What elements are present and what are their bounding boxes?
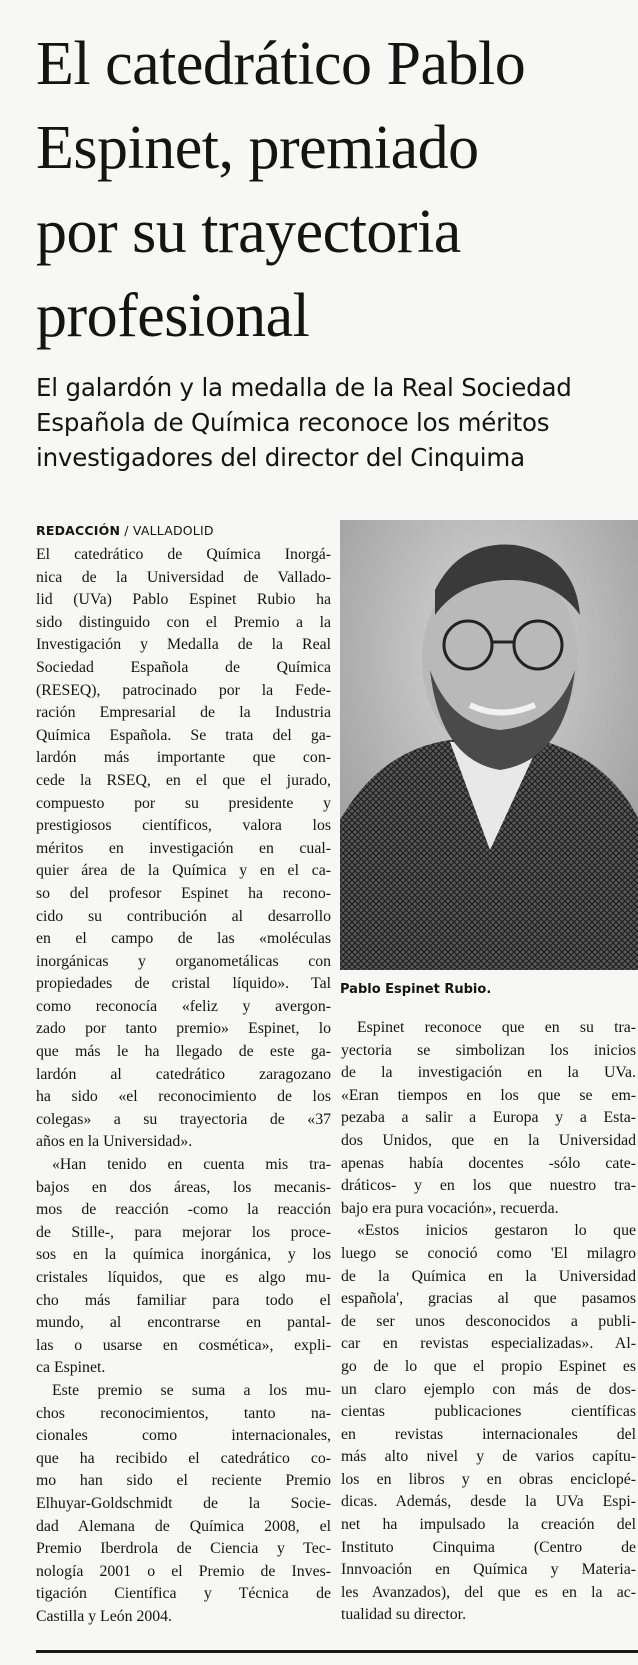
article-line: Espinet reconoce que en su tra- — [357, 1019, 636, 1036]
photo-caption: Pablo Espinet Rubio. — [340, 982, 492, 997]
article-line: mo han sido el reciente Premio — [36, 1472, 331, 1490]
portrait-illustration — [340, 520, 638, 970]
article-line: «Eran tiempos en los que se em- — [341, 1086, 636, 1104]
article-line: mos de reacción -como la reacción — [36, 1201, 331, 1219]
article-line: propiedades de cristal líquido». Tal — [36, 975, 331, 993]
article-line: ha sido «el reconocimiento de los — [36, 1088, 331, 1106]
article-line: cionales como internacionales, — [36, 1427, 331, 1445]
byline-section: REDACCIÓN — [36, 523, 121, 538]
article-line: inorgánicas y organometálicas con — [36, 952, 331, 970]
article-line: sos en la química inorgánica, y los — [36, 1246, 331, 1264]
article-line: dicas. Además, desde la UVa Espi- — [341, 1493, 636, 1511]
portrait-photo — [340, 520, 638, 970]
article-line: «Estos inicios gestaron lo que — [357, 1222, 636, 1240]
article-line: quier área de la Química y en el ca- — [36, 862, 331, 880]
article-line: española', gracias al que pasamos — [341, 1290, 636, 1308]
article-line: un claro ejemplo con más de dos- — [341, 1380, 636, 1398]
headline-line: El catedrático Pablo — [36, 30, 526, 98]
article-line: los en libros y en obras enciclopé- — [341, 1470, 636, 1488]
article-line: como reconocía «feliz y avergon- — [36, 997, 331, 1015]
article-line: cho más familiar para todo el — [36, 1291, 331, 1309]
article-line: cientas publicaciones científicas — [341, 1403, 636, 1421]
article-line: tualidad su director. — [341, 1606, 467, 1624]
article-line: bajos en dos áreas, los mecanis- — [36, 1178, 331, 1196]
article-line: Castilla y León 2004. — [36, 1607, 173, 1625]
article-line: compuesto por su presidente y — [36, 794, 331, 812]
article-line: pezaba a salir a Europa y a Esta- — [341, 1109, 636, 1127]
article-line: Premio Iberdrola de Ciencia y Tec- — [36, 1540, 331, 1558]
article-line: mundo, al encontrarse en pantal- — [36, 1314, 331, 1332]
article-line: so del profesor Espinet ha recono- — [36, 884, 331, 902]
article-line: tigación Científica y Técnica de — [36, 1585, 331, 1603]
byline-location: VALLADOLID — [132, 523, 214, 538]
article-line: cede la RSEQ, en el que el jurado, — [36, 771, 331, 789]
byline-separator: / — [120, 523, 133, 538]
article-line: Sociedad Española de Química — [36, 658, 331, 676]
article-line: car en revistas especializadas». Al- — [341, 1335, 636, 1353]
subheadline-line: El galardón y la medalla de la Real Sociedad — [36, 373, 572, 402]
article-line: lardón al catedrático zaragozano — [36, 1065, 331, 1083]
article-line: méritos en investigación en cual- — [36, 839, 331, 857]
article-line: que ha recibido el catedrático co- — [36, 1449, 331, 1467]
subheadline-line: investigadores del director del Cinquima — [36, 443, 525, 472]
article-line: más alto nivel y de varios capítu- — [341, 1448, 636, 1466]
article-line: cido su contribución al desarrollo — [36, 907, 331, 925]
article-line: Este premio se suma a los mu- — [52, 1381, 331, 1399]
article-line: de la Química en la Universidad — [341, 1267, 636, 1285]
article-line: años en la Universidad». — [36, 1133, 193, 1151]
article-column-2 — [341, 1017, 636, 1627]
byline — [36, 523, 214, 538]
article-line: de la investigación en la UVa. — [341, 1064, 636, 1082]
article-line: cristales líquidos, que es algo mu- — [36, 1269, 331, 1286]
article-line: les Avanzados), del que es en la ac- — [341, 1583, 636, 1601]
article-line: de ser unos desconocidos a publi- — [341, 1312, 636, 1330]
article-line: en el campo de las «moléculas — [36, 930, 331, 948]
article-line: en revistas internacionales del — [341, 1425, 636, 1443]
article-line: lardón más importante que con- — [36, 749, 331, 767]
article-line: colegas» a su trayectoria de «37 — [36, 1110, 331, 1128]
subheadline — [36, 370, 626, 475]
bottom-rule — [36, 1650, 638, 1653]
article-line: sido distinguido con el Premio a la — [36, 613, 331, 631]
article-line: El catedrático de Química Inorgá- — [36, 546, 331, 563]
article-line: net ha impulsado la creación del — [341, 1516, 636, 1534]
article-line: «Han tenido en cuenta mis tra- — [52, 1156, 331, 1174]
article-line: que más le ha llegado de este ga- — [36, 1043, 331, 1061]
article-line: Elhuyar-Goldschmidt de la Socie- — [36, 1494, 331, 1512]
article-line: bajo era pura vocación», recuerda. — [341, 1199, 559, 1217]
article-line: dráticos- y en los que nuestro tra- — [341, 1177, 636, 1195]
article-line: Investigación y Medalla de la Real — [36, 636, 331, 654]
article-line: ración Empresarial de la Industria — [36, 704, 331, 722]
article-line: ca Espinet. — [36, 1359, 106, 1377]
headline-line: Espinet, premiado — [36, 114, 479, 182]
article-line: go de lo que el propio Espinet es — [341, 1357, 636, 1375]
article-line: Química Española. Se trata del ga- — [36, 726, 331, 744]
article-line: luego se conoció como 'El milagro — [341, 1244, 636, 1262]
article-line: dad Alemana de Química 2008, el — [36, 1517, 331, 1535]
article-line: Instituto Cinquima (Centro de — [341, 1538, 636, 1556]
article-line: dos Unidos, que en la Universidad — [341, 1131, 636, 1149]
article-line: apenas había docentes -sólo cate- — [341, 1154, 636, 1172]
headline — [36, 22, 626, 358]
article-line: de Stille-, para mejorar los proce- — [36, 1223, 331, 1241]
article-line: (RESEQ), patrocinado por la Fede- — [36, 681, 331, 699]
subheadline-line: Española de Química reconoce los méritos — [36, 408, 550, 437]
article-column-1 — [36, 544, 331, 1629]
article-line: lid (UVa) Pablo Espinet Rubio ha — [36, 591, 331, 609]
headline-line: profesional — [36, 282, 310, 350]
headline-line: por su trayectoria — [36, 198, 461, 266]
article-line: zado por tanto premio» Espinet, lo — [36, 1020, 331, 1038]
article-line: yectoria se simbolizan los inicios — [341, 1041, 636, 1059]
article-line: nica de la Universidad de Vallado- — [36, 568, 331, 586]
article-line: prestigiosos científicos, valora los — [36, 817, 331, 835]
article-line: chos reconocimientos, tanto na- — [36, 1404, 331, 1422]
article-line: nología 2001 o el Premio de Inves- — [36, 1562, 331, 1580]
article-line: las o usarse en cosmética», expli- — [36, 1336, 331, 1354]
article-line: Innvoación en Química y Materia- — [341, 1561, 636, 1579]
